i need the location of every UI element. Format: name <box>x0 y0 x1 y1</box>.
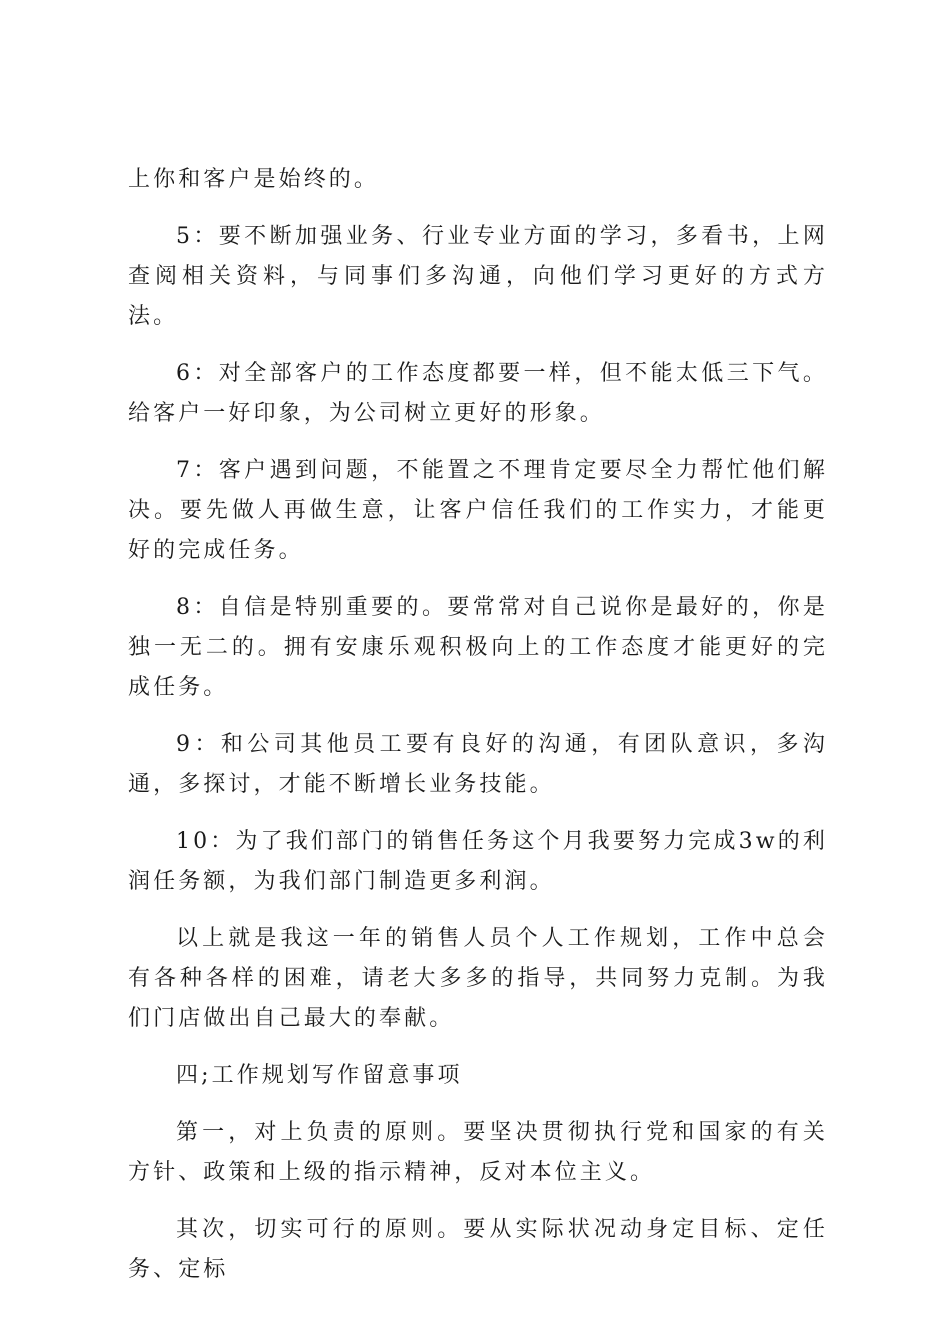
paragraph-item-6: 6：对全部客户的工作态度都要一样，但不能太低三下气。给客户一好印象，为公司树立更好的形象。 <box>128 361 828 426</box>
section-heading: 四;工作规划写作留意事项 <box>176 1063 463 1088</box>
paragraph-item-5: 5：要不断加强业务、行业专业方面的学习，多看书，上网查阅相关资料，与同事们多沟通，向他们学习更好的方式方法。 <box>128 224 828 329</box>
paragraph-continuation: 上你和客户是始终的。 <box>128 167 380 192</box>
paragraph-summary: 以上就是我这一年的销售人员个人工作规划，工作中总会有各种各样的困难，请老大多多的指导，共同努力克制。为我们门店做出自己最大的奉献。 <box>128 926 828 1031</box>
paragraph-item-7: 7：客户遇到问题，不能置之不理肯定要尽全力帮忙他们解决。要先做人再做生意，让客户信任我们的工作实力，才能更好的完成任务。 <box>128 458 828 563</box>
paragraph-item-9: 9：和公司其他员工要有良好的沟通，有团队意识，多沟通，多探讨，才能不断增长业务技能。 <box>128 732 828 797</box>
document-body <box>128 160 828 1307</box>
paragraph-principle-1: 第一，对上负责的原则。要坚决贯彻执行党和国家的有关方针、政策和上级的指示精神，反对本位主义。 <box>128 1120 828 1185</box>
paragraph-item-8: 8：自信是特别重要的。要常常对自己说你是最好的，你是独一无二的。拥有安康乐观积极向上的工作态度才能更好的完成任务。 <box>128 595 828 700</box>
paragraph-principle-2: 其次，切实可行的原则。要从实际状况动身定目标、定任务、定标 <box>128 1217 828 1282</box>
paragraph-item-10: 10：为了我们部门的销售任务这个月我要努力完成3w的利润任务额，为我们部门制造更多利润。 <box>128 829 828 894</box>
